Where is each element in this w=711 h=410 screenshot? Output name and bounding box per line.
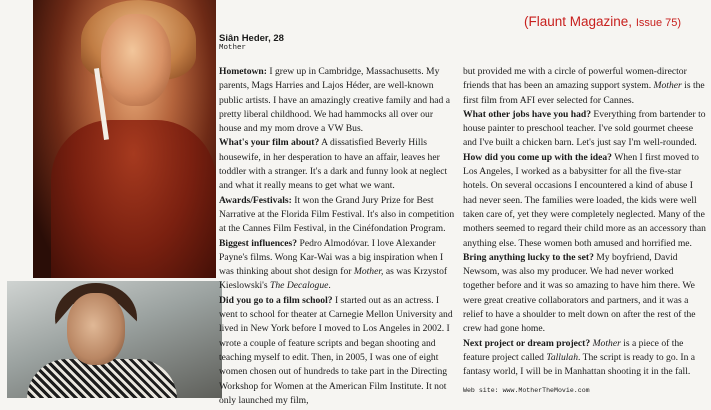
paragraph-idea: How did you come up with the idea? When I first moved to Los Angeles, I worked as a babysitter for all the five-star hotels. On several occasions I encountered a kind of abuse I had never seen. The families were loaded, the kids were well taken care of, yet they were completely neglected. Many of the mothers seemed to regard their child more as an accessory than anything else. These women both amused and horrified me.	[463, 151, 706, 249]
paragraph-film-school: Did you go to a film school? I started out as an actress. I went to school for theater at Carnegie Mellon University and lived in New York before I moved to Los Angeles in 2002. I wrote a couple of feature scripts and began shooting and teaching myself to edit. Then, in 2005, I was one of eight women chosen out of hundreds to take part in the Directing Workshop for Women at the American Film Institute. It not only launched my film,	[219, 294, 453, 406]
paragraph-lucky: Bring anything lucky to the set? My boyfriend, David Newsom, was also my producer. We had never worked together before and it was so amazing to have him there. We were great creative collaborators and partners, and it was a relief to have a shoulder to melt down on after the rest of the crew had gone home.	[463, 251, 696, 335]
website-line: Web site: www.MotherTheMovie.com	[463, 386, 590, 394]
portrait-photo	[7, 281, 222, 398]
paragraph-awards: Awards/Festivals: It won the Grand Jury Prize for Best Narrative at the Florida Film Festival. It's also in competition at the Cannes Film Festival, in the Cinéfondation Program.	[219, 194, 455, 235]
paragraph-hometown: Hometown: I grew up in Cambridge, Massachusetts. My parents, Mags Harries and Lajos Héder, are well-known public artists. I have an amazingly creative family and had a pretty liberal childhood. We had hammocks all over our house and my mom drove a VW Bus.	[219, 66, 450, 135]
source-citation: (Flaunt Magazine, Issue 75)	[524, 14, 682, 29]
article-column-1	[219, 65, 455, 408]
interviewee-name: Siân Heder, 28	[219, 33, 284, 44]
paragraph-film-about: What's your film about? A dissatisfied Beverly Hills housewife, in her desperation to have an affair, leaves her toddler with a stranger. It's a dark and funny look at neglect and what it really means to get what we want.	[219, 137, 448, 192]
paragraph-continued: but provided me with a circle of powerful women-director friends that has been an amazing support system. Mother is the first film from AFI ever selected for Cannes.	[463, 66, 705, 106]
paragraph-other-jobs: What other jobs have you had? Everything from bartender to house painter to preschool teacher. I've sold gourmet cheese and I've built a chicken barn. Let's just say I'm well-rounded.	[463, 108, 706, 149]
film-still-photo	[33, 0, 216, 278]
paragraph-next-project: Next project or dream project? Mother is a piece of the feature project called Tallulah. The script is ready to go. In a fantasy world, I will be in Manhattan shooting it in the fall.	[463, 337, 696, 378]
paragraph-influences: Biggest influences? Pedro Almodóvar. I love Alexander Payne's films. Wong Kar-Wai was a big inspiration when I was thinking about shot design for Mother, as was Krzystof Kieslowski's The Decalogue.	[219, 237, 448, 292]
article-column-2	[463, 65, 706, 398]
film-title: Mother	[219, 44, 247, 52]
